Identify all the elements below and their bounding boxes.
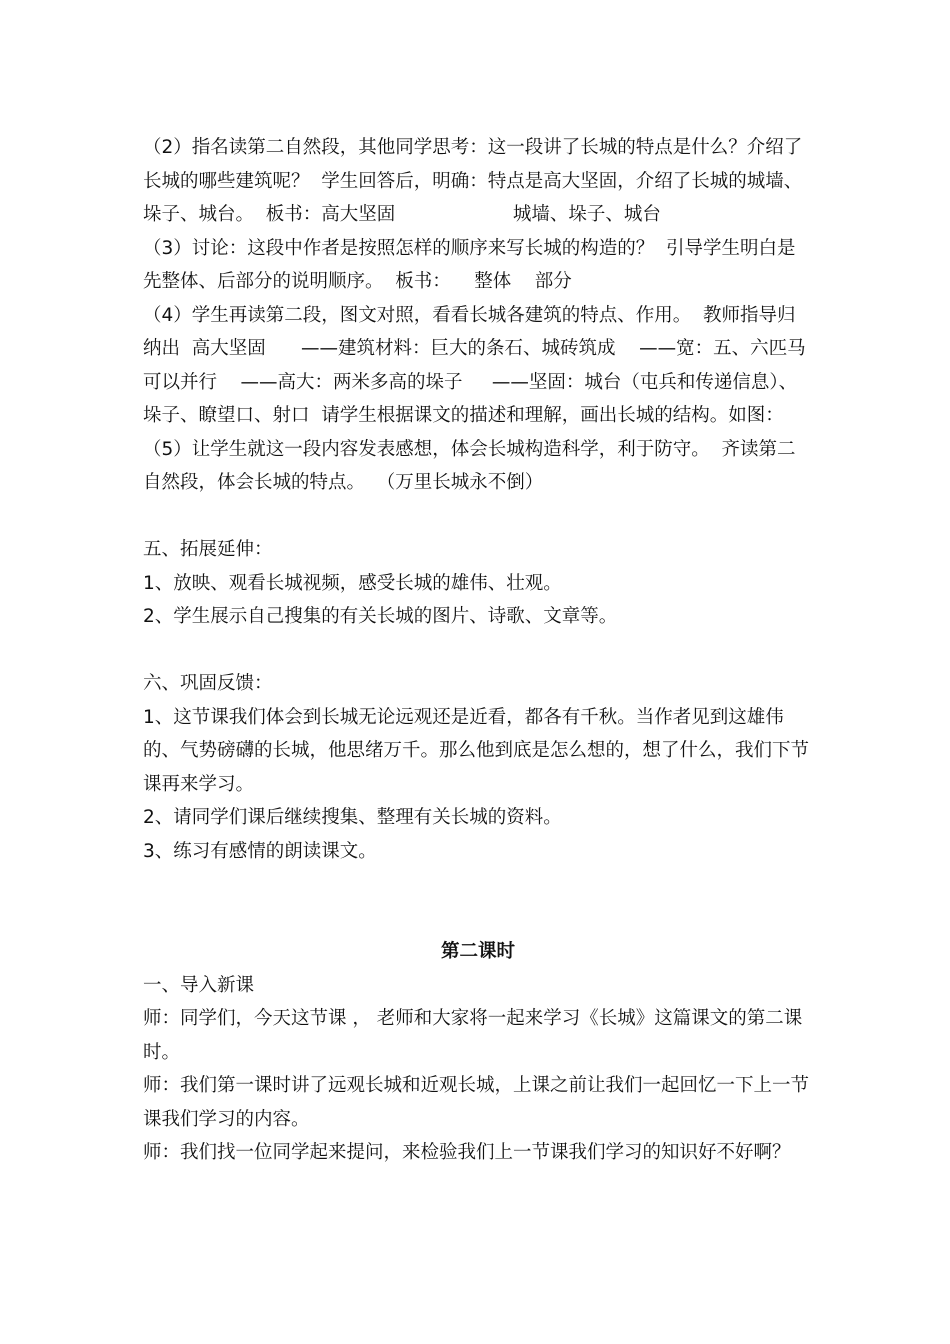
list-item: 3、练习有感情的朗读课文。 (143, 840, 377, 862)
section-title-extension: 五、拓展延伸： (143, 539, 273, 560)
spacer (143, 500, 813, 534)
paragraph-4: （4）学生再读第二段，图文对照，看看长城各建筑的特点、作用。 教师指导归纳出 高大坚固 ——建筑材料：巨大的条石、城砖筑成 ——宽：五、六匹马可以并行 ——高大：两米多高的垛子 ——坚固：城台（屯兵和传递信息）、垛子、瞭望口、射口 请学生根据课文的描述和理解，画出长城的结构。如图： (143, 304, 806, 426)
document-body (143, 131, 813, 1170)
lesson-heading: 第二课时 (440, 941, 515, 962)
paragraph-3: （3）讨论：这段中作者是按照怎样的顺序来写长城的构造的？ 引导学生明白是先整体、后部分的说明顺序。 板书： 整体 部分 (143, 237, 796, 292)
list-item: 1、放映、观看长城视频，感受长城的雄伟、壮观。 (143, 572, 562, 594)
list-item: 2、学生展示自己搜集的有关长城的图片、诗歌、文章等。 (143, 606, 618, 627)
list-item: 1、这节课我们体会到长城无论远观还是近看，都各有千秋。当作者见到这雄伟的、气势磅礴的长城，他思绪万千。那么他到底是怎么想的，想了什么，我们下节课再来学习。 (143, 706, 810, 795)
list-item: 2、请同学们课后继续搜集、整理有关长城的资料。 (143, 807, 562, 828)
paragraph-2: （2）指名读第二自然段，其他同学思考：这一段讲了长城的特点是什么？介绍了长城的哪些建筑呢？ 学生回答后，明确：特点是高大坚固，介绍了长城的城墙、垛子、城台。 板书：高大坚固 城墙、垛子、城台 (143, 137, 803, 225)
section-title-feedback: 六、巩固反馈： (143, 673, 273, 694)
dialogue-line: 师：同学们，今天这节课 ， 老师和大家将一起来学习《长城》这篇课文的第二课时。 (143, 1008, 803, 1063)
dialogue-line: 师：我们找一位同学起来提问，来检验我们上一节课我们学习的知识好不好啊？ (143, 1142, 791, 1163)
paragraph-5: （5）让学生就这一段内容发表感想，体会长城构造科学，利于防守。 齐读第二自然段，体会长城的特点。 （万里长城永不倒） (143, 438, 796, 493)
dialogue-line: 师：我们第一课时讲了远观长城和近观长城，上课之前让我们一起回忆一下上一节课我们学习的内容。 (143, 1075, 810, 1130)
spacer (143, 868, 813, 935)
lesson-subtitle: 一、导入新课 (143, 974, 255, 996)
spacer (143, 634, 813, 668)
